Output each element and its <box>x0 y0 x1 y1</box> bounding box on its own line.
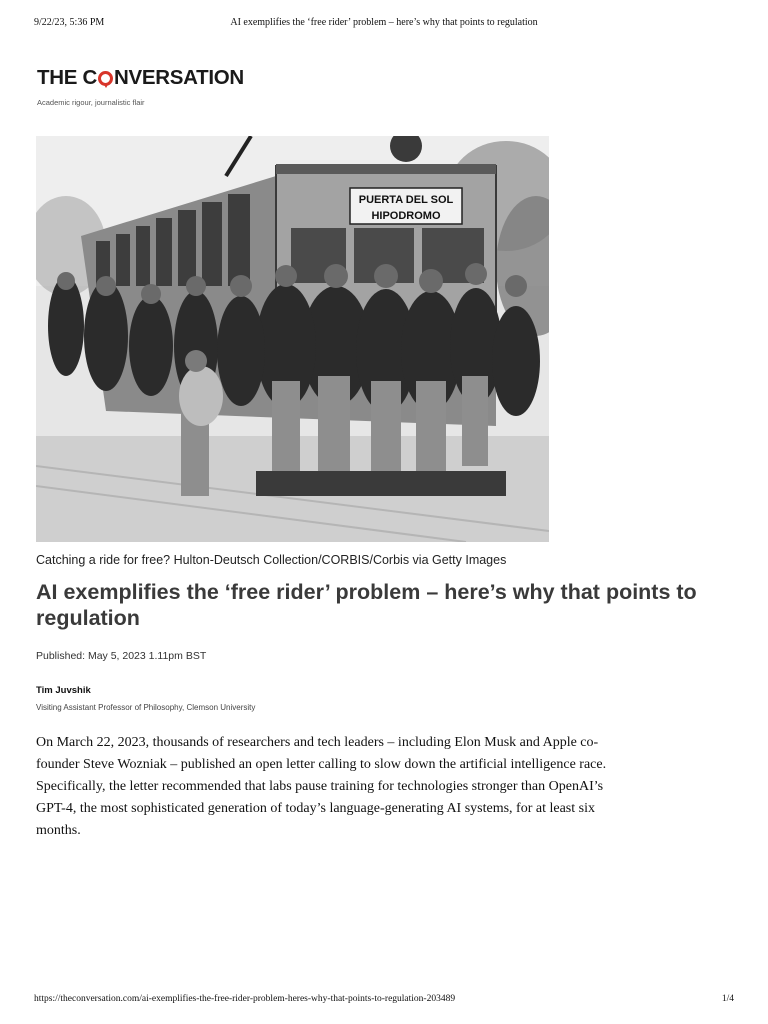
author-name[interactable]: Tim Juvshik <box>36 685 91 696</box>
image-caption: Catching a ride for free? Hulton-Deutsch Collection/CORBIS/Corbis via Getty Images <box>36 553 507 567</box>
print-footer <box>34 994 734 1008</box>
tram-sign-line2: HIPODROMO <box>371 210 441 222</box>
print-date: 9/22/23, 5:36 PM <box>34 17 105 28</box>
print-url: https://theconversation.com/ai-exemplifies-the-free-rider-problem-heres-why-that-points-to-regulation-203489 <box>34 994 456 1004</box>
article-headline: AI exemplifies the ‘free rider’ problem – here’s why that points to regulation <box>36 580 697 630</box>
published-date: Published: May 5, 2023 1.11pm BST <box>36 650 207 662</box>
speech-bubble-icon <box>98 71 113 86</box>
author-role: Visiting Assistant Professor of Philosophy, Clemson University <box>36 703 256 712</box>
article-body-paragraph: On March 22, 2023, thousands of researchers and tech leaders – including Elon Musk and Apple co-founder Steve Wozniak – published an open letter calling to slow down the artificial intelligence race. Specifically, the letter recommended that labs pause training for technologies stronger than OpenAI’s GPT-4, the most sophisticated generation of today’s language-generating AI systems, for at least six months. <box>36 735 607 838</box>
print-header <box>34 17 734 31</box>
site-logo[interactable] <box>37 67 244 89</box>
print-page-title: AI exemplifies the ‘free rider’ problem – here’s why that points to regulation <box>230 17 538 28</box>
page-number: 1/4 <box>721 994 734 1004</box>
tram-sign-line1: PUERTA DEL SOL <box>358 194 454 206</box>
logo-text-end: NVERSATION <box>114 66 244 89</box>
logo-text-start: THE C <box>37 66 98 89</box>
tram-photo <box>36 136 549 542</box>
hero-image <box>36 136 549 542</box>
site-tagline: Academic rigour, journalistic flair <box>37 98 145 107</box>
